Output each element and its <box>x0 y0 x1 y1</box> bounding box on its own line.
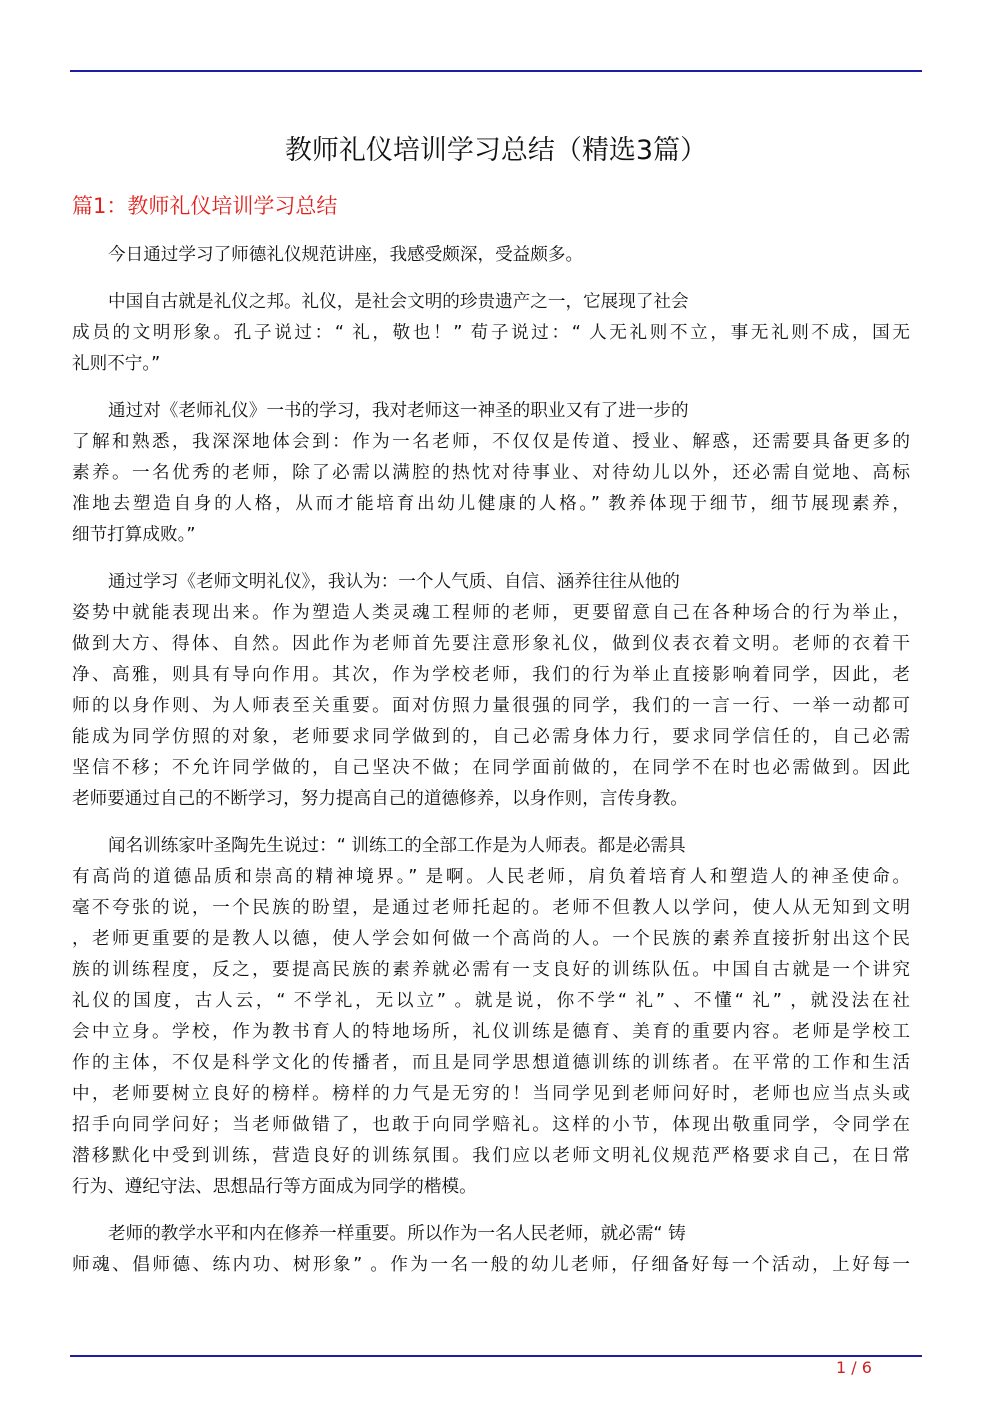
paragraph <box>72 1219 910 1281</box>
text-line: 中，老师要树立良好的榜样。榜样的力气是无穷的！当同学见到老师问好时，老师也应当点头或 <box>72 1084 910 1104</box>
text-line: 师的以身作则、为人师表至关重要。面对仿照力量很强的同学，我们的一言一行、一举一动都可 <box>72 696 910 716</box>
text-line: 有高尚的道德品质和崇高的精神境界。” 是啊。人民老师，肩负着培育人和塑造人的神圣使命。 <box>72 867 910 887</box>
text-line: 了解和熟悉，我深深地体会到：作为一名老师，不仅仅是传道、授业、解惑，还需要具备更多的 <box>72 432 910 452</box>
paragraph <box>72 567 910 815</box>
text-line: 细节打算成败。” <box>72 525 196 545</box>
paragraph <box>72 287 910 380</box>
footer-rule <box>70 1355 922 1357</box>
text-line: 素养。一名优秀的老师，除了必需以满腔的热忱对待事业、对待幼儿以外，还必需自觉地、高标 <box>72 463 910 483</box>
text-line: 净、高雅，则具有导向作用。其次，作为学校老师，我们的行为举止直接影响着同学，因此，老 <box>72 665 910 685</box>
text-line: 老师的教学水平和内在修养一样重要。所以作为一名人民老师，就必需“ 铸 <box>108 1224 686 1244</box>
text-line: ，老师更重要的是教人以德，使人学会如何做一个高尚的人。一个民族的素养直接折射出这个民 <box>72 929 910 949</box>
text-line: 通过对《老师礼仪》一书的学习，我对老师这一神圣的职业又有了进一步的 <box>108 401 689 421</box>
text-line: 通过学习《老师文明礼仪》，我认为：一个人气质、自信、涵养往往从他的 <box>108 572 680 592</box>
text-line: 姿势中就能表现出来。作为塑造人类灵魂工程师的老师，更要留意自己在各种场合的行为举止， <box>72 603 910 623</box>
text-line: 坚信不移；不允许同学做的，自己坚决不做；在同学面前做的，在同学不在时也必需做到。因此 <box>72 758 910 778</box>
paragraph <box>72 396 910 551</box>
text-line: 能成为同学仿照的对象，老师要求同学做到的，自己必需身体力行，要求同学信任的，自己必需 <box>72 727 910 747</box>
text-line: 准地去塑造自身的人格，从而才能培育出幼儿健康的人格。” 教养体现于细节，细节展现素养， <box>72 494 910 514</box>
section-heading: 篇1：教师礼仪培训学习总结 <box>72 194 338 218</box>
paragraph <box>72 240 910 271</box>
text-line: 做到大方、得体、自然。因此作为老师首先要注意形象礼仪，做到仪表衣着文明。老师的衣着干 <box>72 634 910 654</box>
text-line: 礼仪的国度，古人云，“ 不学礼，无以立” 。就是说，你不学“ 礼” 、不懂“ 礼” ，就没法在社 <box>72 991 910 1011</box>
document-title: 教师礼仪培训学习总结（精选3篇） <box>284 135 708 166</box>
text-line: 毫不夸张的说，一个民族的盼望，是通过老师托起的。老师不但教人以学问，使人从无知到文明 <box>72 898 910 918</box>
text-line: 师魂、倡师德、练内功、树形象” 。作为一名一般的幼儿老师，仔细备好每一个活动，上好每一 <box>72 1255 910 1275</box>
text-line: 会中立身。学校，作为教书育人的特地场所，礼仪训练是德育、美育的重要内容。老师是学校工 <box>72 1022 910 1042</box>
text-line: 中国自古就是礼仪之邦。礼仪，是社会文明的珍贵遗产之一，它展现了社会 <box>108 292 689 312</box>
text-line: 今日通过学习了师德礼仪规范讲座，我感受颇深，受益颇多。 <box>108 245 584 265</box>
text-line: 作的主体，不仅是科学文化的传播者，而且是同学思想道德训练的训练者。在平常的工作和生活 <box>72 1053 910 1073</box>
document-body <box>72 240 910 1297</box>
text-line: 族的训练程度，反之，要提高民族的素养就必需有一支良好的训练队伍。中国自古就是一个讲究 <box>72 960 910 980</box>
text-line: 闻名训练家叶圣陶先生说过：“ 训练工的全部工作是为人师表。都是必需具 <box>108 836 686 856</box>
header-rule <box>70 70 922 72</box>
text-line: 招手向同学问好；当老师做错了，也敢于向同学赔礼。这样的小节，体现出敬重同学，令同学在 <box>72 1115 910 1135</box>
paragraph <box>72 831 910 1203</box>
text-line: 老师要通过自己的不断学习，努力提高自己的道德修养，以身作则，言传身教。 <box>72 789 688 809</box>
text-line: 成员的文明形象。孔子说过：“ 礼，敬也！” 荀子说过：“ 人无礼则不立，事无礼则不成，国无 <box>72 323 910 343</box>
text-line: 潜移默化中受到训练，营造良好的训练氛围。我们应以老师文明礼仪规范严格要求自己，在日常 <box>72 1146 910 1166</box>
page-number: 1 / 6 <box>836 1358 872 1377</box>
text-line: 行为、遵纪守法、思想品行等方面成为同学的楷模。 <box>72 1177 477 1197</box>
text-line: 礼则不宁。” <box>72 354 161 374</box>
